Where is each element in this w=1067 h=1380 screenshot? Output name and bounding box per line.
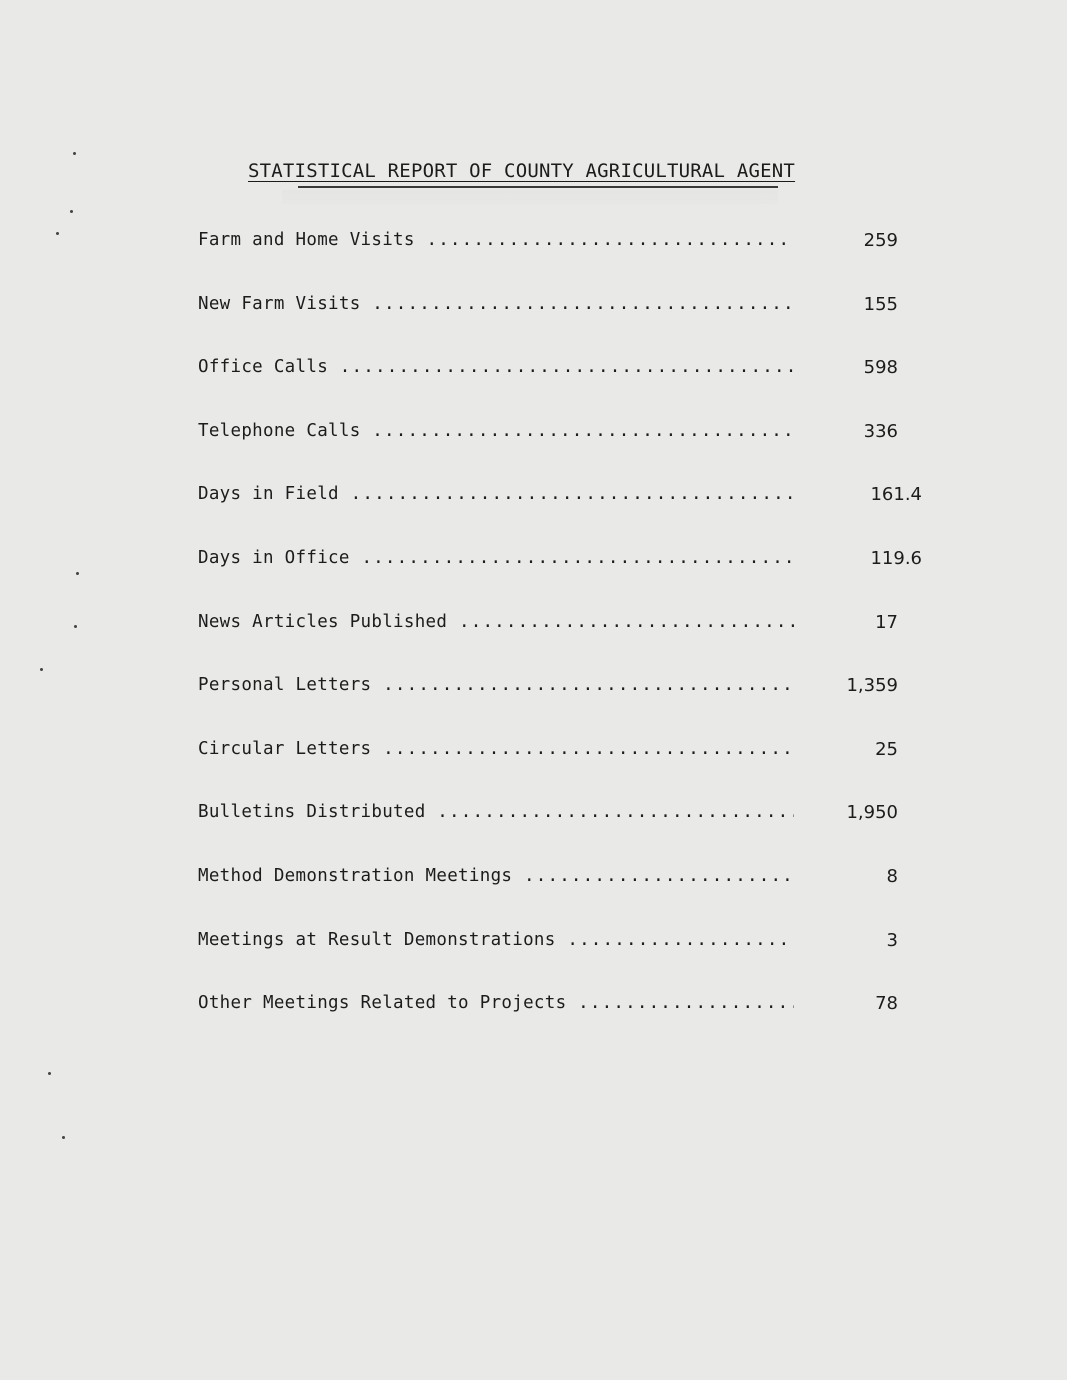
- row-value: 1,359: [846, 675, 898, 697]
- row-label: News Articles Published .....: [198, 612, 794, 632]
- table-row: [198, 802, 928, 866]
- table-row: [198, 357, 928, 421]
- table-row: [198, 930, 928, 994]
- row-value: 3: [886, 929, 898, 951]
- paper-speck: [70, 210, 73, 213]
- row-value: 119.6: [870, 547, 922, 569]
- paper-speck: [40, 668, 43, 671]
- table-row: [198, 230, 928, 294]
- table-row: [198, 675, 928, 739]
- paper-speck: [48, 1072, 51, 1075]
- table-row: [198, 993, 928, 1057]
- row-label: Office Calls .....: [198, 357, 794, 377]
- paper-speck: [74, 625, 77, 628]
- row-value: 78: [875, 993, 898, 1015]
- row-value: 259: [863, 230, 898, 251]
- report-title: STATISTICAL REPORT OF COUNTY AGRICULTURAL AGENT: [248, 160, 796, 182]
- table-row: [198, 294, 928, 358]
- paper-speck: [76, 572, 79, 575]
- bleed-through-shadow: [282, 190, 778, 204]
- row-value: 8: [886, 865, 898, 887]
- row-label: Days in Office .....: [198, 548, 794, 568]
- row-value: 17: [875, 611, 898, 633]
- table-row: [198, 421, 928, 485]
- row-label: Days in Field .....: [198, 484, 794, 504]
- paper-speck: [56, 232, 59, 235]
- table-row: [198, 548, 928, 612]
- row-label: Other Meetings Related to Projects .....: [198, 993, 794, 1013]
- row-label: Circular Letters .....: [198, 739, 794, 759]
- row-label: New Farm Visits .....: [198, 294, 794, 314]
- paper-speck: [62, 1136, 65, 1139]
- row-value: 161.4: [870, 484, 922, 506]
- table-row: [198, 484, 928, 548]
- statistics-table: [198, 230, 928, 1057]
- row-label: Personal Letters .....: [198, 675, 794, 695]
- row-value: 25: [875, 738, 898, 760]
- paper-speck: [73, 152, 76, 155]
- row-value: 155: [863, 293, 898, 315]
- row-label: Farm and Home Visits .....: [198, 230, 794, 250]
- table-row: [198, 866, 928, 930]
- table-row: [198, 739, 928, 803]
- row-label: Meetings at Result Demonstrations .....: [198, 930, 794, 950]
- row-value: 336: [863, 420, 898, 442]
- title-underline: [298, 186, 778, 188]
- row-label: Bulletins Distributed .....: [198, 802, 794, 822]
- row-value: 1,950: [846, 802, 898, 824]
- table-row: [198, 612, 928, 676]
- row-value: 598: [863, 357, 898, 379]
- row-label: Telephone Calls .....: [198, 421, 794, 441]
- row-label: Method Demonstration Meetings .....: [198, 866, 794, 886]
